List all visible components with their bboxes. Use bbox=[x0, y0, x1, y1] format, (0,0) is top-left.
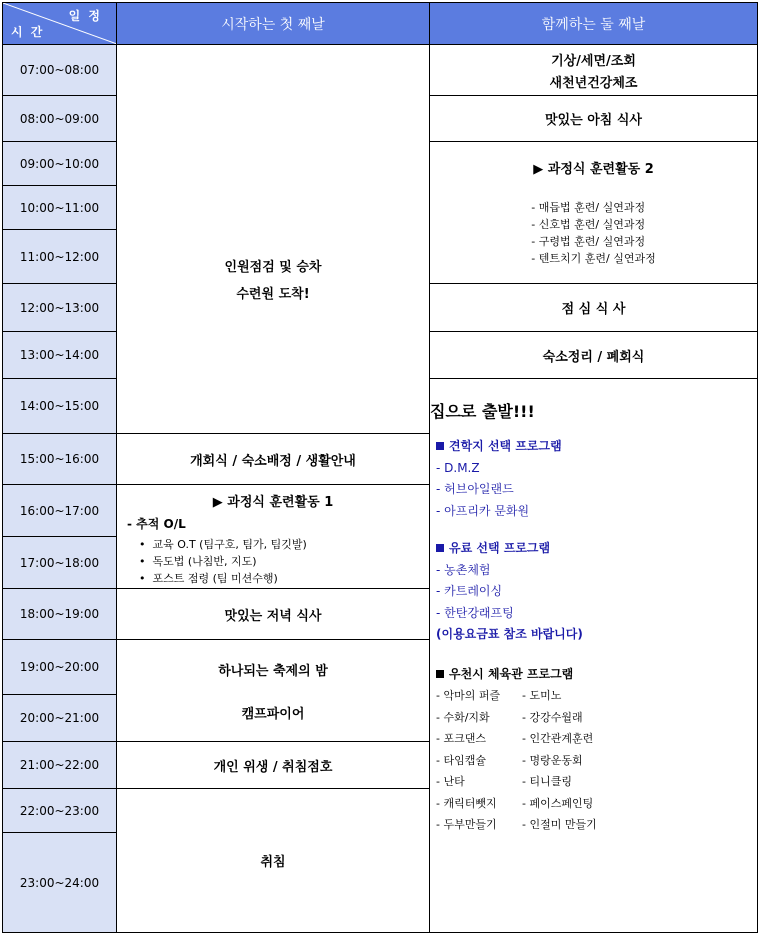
corner-top-label: 일 정 bbox=[68, 9, 102, 23]
tour-title: 견학지 선택 프로그램 bbox=[436, 436, 757, 458]
festival-line1: 하나되는 축제의 밤 bbox=[218, 663, 328, 679]
departure-label: 집으로 출발!!! bbox=[430, 402, 535, 421]
time-cell: 08:00~09:00 bbox=[3, 96, 117, 142]
day2-wakeup bbox=[430, 45, 758, 96]
day1-hygiene: 개인 위생 / 취침점호 bbox=[117, 742, 430, 789]
training1-item: • 독도법 (나침반, 지도) bbox=[139, 555, 257, 568]
square-bullet-icon bbox=[436, 670, 444, 678]
paid-item: - 농촌체험 bbox=[436, 562, 491, 577]
square-bullet-icon bbox=[436, 544, 444, 552]
training1-list bbox=[117, 536, 429, 587]
gym-row bbox=[436, 771, 757, 793]
gym-row bbox=[436, 793, 757, 815]
time-cell: 17:00~18:00 bbox=[3, 537, 117, 589]
gym-item: - 인간관계훈련 bbox=[522, 732, 594, 745]
gym-item: - 포크댄스 bbox=[436, 732, 486, 745]
square-bullet-icon bbox=[436, 442, 444, 450]
time-cell: 15:00~16:00 bbox=[3, 434, 117, 485]
gym-item: - 명랑운동회 bbox=[522, 753, 583, 767]
tour-item: - 아프리카 문화원 bbox=[436, 503, 530, 518]
gym-title: 우천시 체육관 프로그램 bbox=[436, 664, 757, 686]
gym-item: - 타임캡슐 bbox=[436, 753, 486, 767]
day1-header: 시작하는 첫 째날 bbox=[117, 3, 430, 45]
training1-item: • 포스트 점령 (팀 미션수행) bbox=[139, 572, 278, 585]
time-cell: 11:00~12:00 bbox=[3, 230, 117, 284]
gym-row bbox=[436, 750, 757, 772]
day2-lunch: 점 심 식 사 bbox=[430, 284, 758, 332]
time-cell: 10:00~11:00 bbox=[3, 186, 117, 230]
gym-item: - 도미노 bbox=[522, 689, 562, 702]
day1-dinner: 맛있는 저녁 식사 bbox=[117, 589, 430, 640]
paid-note: (이용요금표 참조 바랍니다) bbox=[436, 627, 583, 641]
paid-item: - 카트레이싱 bbox=[436, 584, 503, 598]
time-cell: 16:00~17:00 bbox=[3, 485, 117, 537]
gym-row bbox=[436, 728, 757, 750]
training1-sub: - 추적 O/L bbox=[127, 517, 186, 531]
time-cell: 20:00~21:00 bbox=[3, 695, 117, 742]
gym-row bbox=[436, 814, 757, 836]
festival-line2: 캠프파이어 bbox=[241, 706, 305, 722]
training1-item: • 교육 O.T (팀구호, 팀가, 팀깃발) bbox=[139, 538, 307, 551]
day1-sleep: 취침 bbox=[117, 789, 430, 933]
corner-header bbox=[3, 3, 117, 45]
paid-title: 유료 선택 프로그램 bbox=[436, 538, 757, 560]
gym-item: - 난타 bbox=[436, 775, 465, 788]
training2-item: - 매듭법 훈련/ 실연과정 bbox=[531, 201, 646, 214]
gym-item: - 강강수월래 bbox=[522, 710, 583, 724]
gym-row bbox=[436, 685, 757, 707]
day1-arrival bbox=[117, 45, 430, 434]
training2-title: ▶ 과정식 훈련활동 2 bbox=[533, 162, 654, 177]
time-cell: 07:00~08:00 bbox=[3, 45, 117, 96]
time-cell: 12:00~13:00 bbox=[3, 284, 117, 332]
gym-item: - 인절미 만들기 bbox=[522, 818, 597, 831]
time-cell: 14:00~15:00 bbox=[3, 379, 117, 434]
time-cell: 22:00~23:00 bbox=[3, 789, 117, 833]
paid-item: - 한탄강래프팅 bbox=[436, 605, 514, 620]
training2-item: - 신호법 훈련/ 실연과정 bbox=[531, 218, 646, 231]
gym-item: - 페이스페인팅 bbox=[522, 796, 594, 810]
arrival-line1: 인원점검 및 승차 bbox=[224, 260, 322, 275]
wakeup-line1: 기상/세면/조회 bbox=[551, 53, 636, 69]
schedule-table bbox=[2, 2, 758, 933]
training2-list bbox=[531, 199, 655, 267]
time-cell: 09:00~10:00 bbox=[3, 142, 117, 186]
day2-cleanup: 숙소정리 / 폐회식 bbox=[430, 332, 758, 379]
day2-breakfast: 맛있는 아침 식사 bbox=[430, 96, 758, 142]
day2-training2 bbox=[430, 142, 758, 284]
tour-item: - D.M.Z bbox=[436, 460, 480, 475]
gym-item: - 악마의 퍼즐 bbox=[436, 689, 501, 702]
day1-festival bbox=[117, 640, 430, 742]
gym-row bbox=[436, 707, 757, 729]
tour-section bbox=[430, 436, 757, 836]
day1-opening: 개회식 / 숙소배정 / 생활안내 bbox=[117, 434, 430, 485]
time-cell: 19:00~20:00 bbox=[3, 640, 117, 695]
gym-item: - 두부만들기 bbox=[436, 818, 497, 831]
training1-title: ▶ 과정식 훈련활동 1 bbox=[212, 495, 334, 510]
day2-departure-block bbox=[430, 379, 758, 933]
gym-list bbox=[436, 685, 757, 836]
training2-item: - 텐트치기 훈련/ 실연과정 bbox=[531, 252, 656, 265]
time-cell: 23:00~24:00 bbox=[3, 833, 117, 933]
wakeup-line2: 새천년건강체조 bbox=[549, 75, 638, 91]
time-cell: 21:00~22:00 bbox=[3, 742, 117, 789]
gym-item: - 캐릭터뺏지 bbox=[436, 796, 497, 810]
training2-item: - 구령법 훈련/ 실연과정 bbox=[531, 235, 646, 248]
day1-training1 bbox=[117, 485, 430, 589]
day2-header: 함께하는 둘 째날 bbox=[430, 3, 758, 45]
time-cell: 18:00~19:00 bbox=[3, 589, 117, 640]
gym-item: - 수화/지화 bbox=[436, 710, 490, 724]
arrival-line2: 수련원 도착! bbox=[236, 287, 310, 302]
time-cell: 13:00~14:00 bbox=[3, 332, 117, 379]
gym-item: - 티니클링 bbox=[522, 775, 572, 788]
tour-item: - 허브아일랜드 bbox=[436, 482, 514, 496]
corner-bottom-label: 시 간 bbox=[11, 25, 45, 39]
